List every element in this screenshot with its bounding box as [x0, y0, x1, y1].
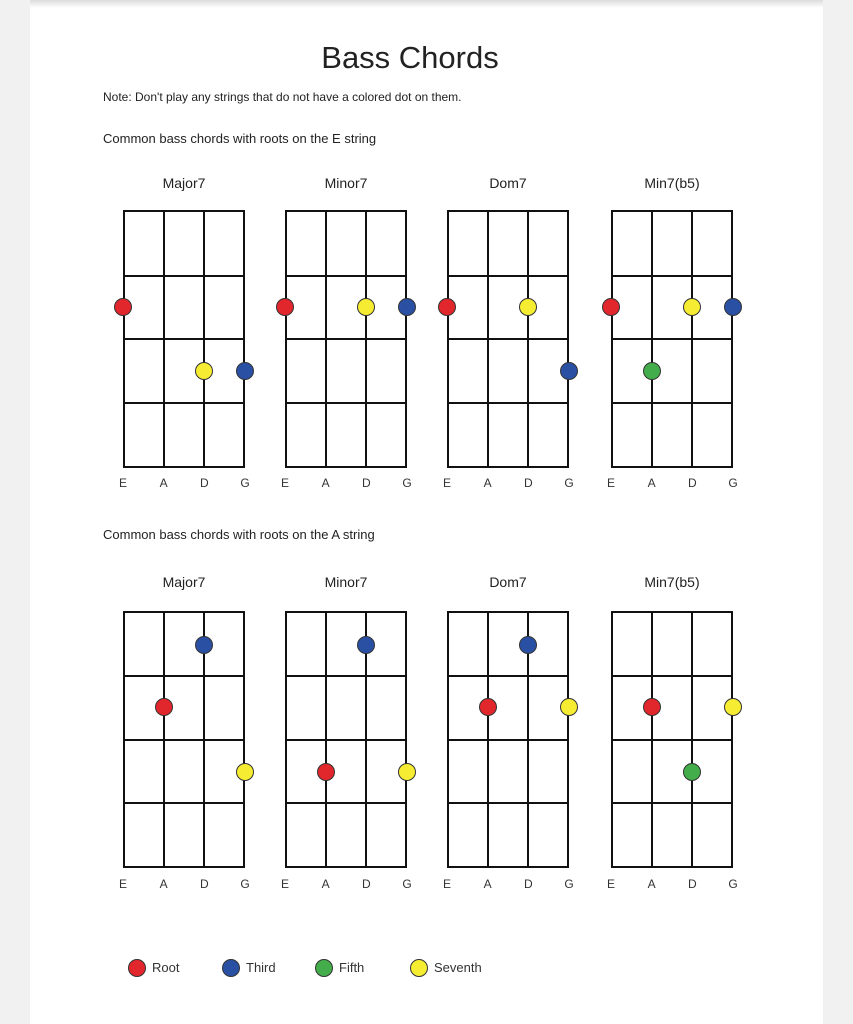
root-dot [602, 298, 620, 316]
fretboard-grid [123, 210, 245, 468]
third-dot [724, 298, 742, 316]
string-label-e: E [442, 476, 451, 490]
string-label-e: E [606, 476, 615, 490]
seventh-legend-dot [410, 959, 428, 977]
string-label-a: A [159, 476, 168, 490]
fretboard-grid [123, 611, 245, 868]
root-dot [438, 298, 456, 316]
fret-line [125, 802, 243, 804]
chord-title-minor7: Minor7 [324, 574, 368, 590]
string-label-d: D [687, 877, 697, 891]
fret-line [449, 275, 567, 277]
fretboard-grid [447, 611, 569, 868]
fret-line [287, 675, 405, 677]
fret-line [449, 338, 567, 340]
string-label-e: E [118, 877, 127, 891]
string-label-g: G [240, 476, 250, 490]
string-label-a: A [647, 476, 656, 490]
fret-line [613, 402, 731, 404]
string-label-d: D [523, 877, 533, 891]
string-label-g: G [564, 476, 574, 490]
string-label-e: E [280, 476, 289, 490]
string-label-a: A [321, 877, 330, 891]
chord-title-major7: Major7 [162, 574, 206, 590]
string-label-g: G [728, 877, 738, 891]
fret-line [125, 675, 243, 677]
legend-label-seventh: Seventh [434, 960, 482, 975]
document-page [30, 8, 823, 1024]
root-legend-dot [128, 959, 146, 977]
string-label-e: E [442, 877, 451, 891]
string-label-a: A [159, 877, 168, 891]
string-label-g: G [728, 476, 738, 490]
legend-label-third: Third [246, 960, 276, 975]
fifth-dot [643, 362, 661, 380]
fret-line [613, 675, 731, 677]
seventh-dot [236, 763, 254, 781]
seventh-dot [357, 298, 375, 316]
string-label-d: D [687, 476, 697, 490]
third-legend-dot [222, 959, 240, 977]
third-dot [398, 298, 416, 316]
string-label-a: A [647, 877, 656, 891]
string-label-e: E [280, 877, 289, 891]
fret-line [125, 739, 243, 741]
chord-title-dom7: Dom7 [489, 175, 527, 191]
fifth-legend-dot [315, 959, 333, 977]
fretboard-grid [447, 210, 569, 468]
fretboard-grid [285, 611, 407, 868]
fret-line [125, 338, 243, 340]
fifth-dot [683, 763, 701, 781]
string-label-d: D [199, 877, 209, 891]
section-heading-a-string: Common bass chords with roots on the A string [103, 527, 375, 542]
string-label-a: A [483, 476, 492, 490]
seventh-dot [398, 763, 416, 781]
play-note: Note: Don't play any strings that do not have a colored dot on them. [103, 90, 462, 104]
fret-line [125, 402, 243, 404]
chord-title-major7: Major7 [162, 175, 206, 191]
page-top-shadow [30, 0, 823, 8]
root-dot [114, 298, 132, 316]
root-dot [317, 763, 335, 781]
chord-title-minor7: Minor7 [324, 175, 368, 191]
string-label-g: G [564, 877, 574, 891]
root-dot [643, 698, 661, 716]
string-label-a: A [321, 476, 330, 490]
fretboard-grid [611, 611, 733, 868]
legend-label-root: Root [152, 960, 180, 975]
fret-line [287, 402, 405, 404]
fret-line [613, 275, 731, 277]
fret-line [613, 802, 731, 804]
string-label-d: D [199, 476, 209, 490]
fret-line [449, 675, 567, 677]
section-heading-e-string: Common bass chords with roots on the E string [103, 131, 377, 146]
string-label-d: D [361, 877, 371, 891]
string-label-g: G [402, 476, 412, 490]
fretboard-grid [285, 210, 407, 468]
chord-title-min7-b5: Min7(b5) [644, 574, 700, 590]
page-title: Bass Chords [321, 40, 499, 75]
seventh-dot [519, 298, 537, 316]
string-label-e: E [606, 877, 615, 891]
fret-line [287, 739, 405, 741]
fret-line [449, 739, 567, 741]
string-label-d: D [361, 476, 371, 490]
string-label-d: D [523, 476, 533, 490]
fret-line [287, 802, 405, 804]
chord-title-min7-b5: Min7(b5) [644, 175, 700, 191]
seventh-dot [683, 298, 701, 316]
fret-line [613, 338, 731, 340]
chord-title-dom7: Dom7 [489, 574, 527, 590]
legend-label-fifth: Fifth [339, 960, 365, 975]
root-dot [155, 698, 173, 716]
fretboard-grid [611, 210, 733, 468]
fret-line [287, 338, 405, 340]
string-label-g: G [402, 877, 412, 891]
fret-line [449, 802, 567, 804]
fret-line [287, 275, 405, 277]
string-label-e: E [118, 476, 127, 490]
string-label-g: G [240, 877, 250, 891]
root-dot [479, 698, 497, 716]
string-label-a: A [483, 877, 492, 891]
fret-line [449, 402, 567, 404]
fret-line [125, 275, 243, 277]
fret-line [613, 739, 731, 741]
root-dot [276, 298, 294, 316]
